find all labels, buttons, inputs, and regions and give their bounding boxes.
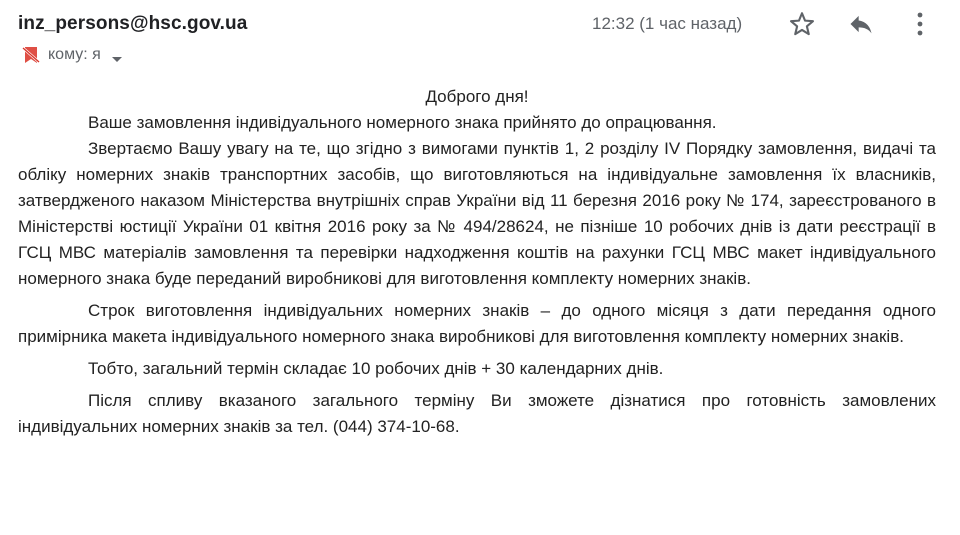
star-button[interactable] [786, 10, 818, 42]
chevron-down-icon[interactable] [111, 51, 123, 59]
message-paragraph: Строк виготовлення індивідуальних номерних знаків – до одного місяця з дати передання одного примірника макета індивідуального номерного знака виробникові для виготовлення комплекту номерних знаків. [18, 301, 936, 346]
message-paragraph: Ваше замовлення індивідуального номерного знака прийнято до опрацювання. [88, 113, 717, 132]
message-greeting: Доброго дня! [425, 87, 529, 106]
more-options-button[interactable] [904, 10, 936, 42]
more-vertical-icon [916, 11, 924, 42]
message-body [18, 84, 936, 440]
star-outline-icon [788, 10, 816, 43]
message-timestamp: 12:32 (1 час назад) [592, 14, 743, 33]
sender-address[interactable]: inz_persons@hsc.gov.ua [18, 13, 248, 34]
message-paragraph: Звертаємо Вашу увагу на те, що згідно з вимогами пунктів 1, 2 розділу IV Порядку замовлення, видачі та обліку номерних знаків транспортних засобів, що виготовляються на індивідуальне замовлення їх власників, затвердженого наказом Міністерства внутрішніх справ України від 11 березня 2016 року № 174, зареєстрованого в Міністерстві юстиції України 01 квітня 2016 року за № 494/28624, не пізніше 10 робочих днів із дати реєстрації в ГСЦ МВС матеріалів замовлення та перевірки надходження коштів на рахунки ГСЦ МВС макет індивідуального номерного знака буде переданий виробникові для виготовлення комплекту номерних знаків. [18, 139, 936, 288]
recipient-line[interactable] [22, 44, 123, 66]
important-marker-icon[interactable] [22, 45, 40, 65]
message-header [0, 0, 960, 75]
message-paragraph: Після спливу вказаного загального терміну Ви зможете дізнатися про готовність замовлених індивідуальних номерних знаків за тел. (044) 374-10-68. [18, 391, 936, 436]
message-paragraph: Тобто, загальний термін складає 10 робочих днів + 30 календарних днів. [88, 359, 664, 378]
recipient-label: кому: я [48, 46, 101, 63]
reply-arrow-icon [846, 10, 876, 43]
reply-button[interactable] [845, 10, 877, 42]
